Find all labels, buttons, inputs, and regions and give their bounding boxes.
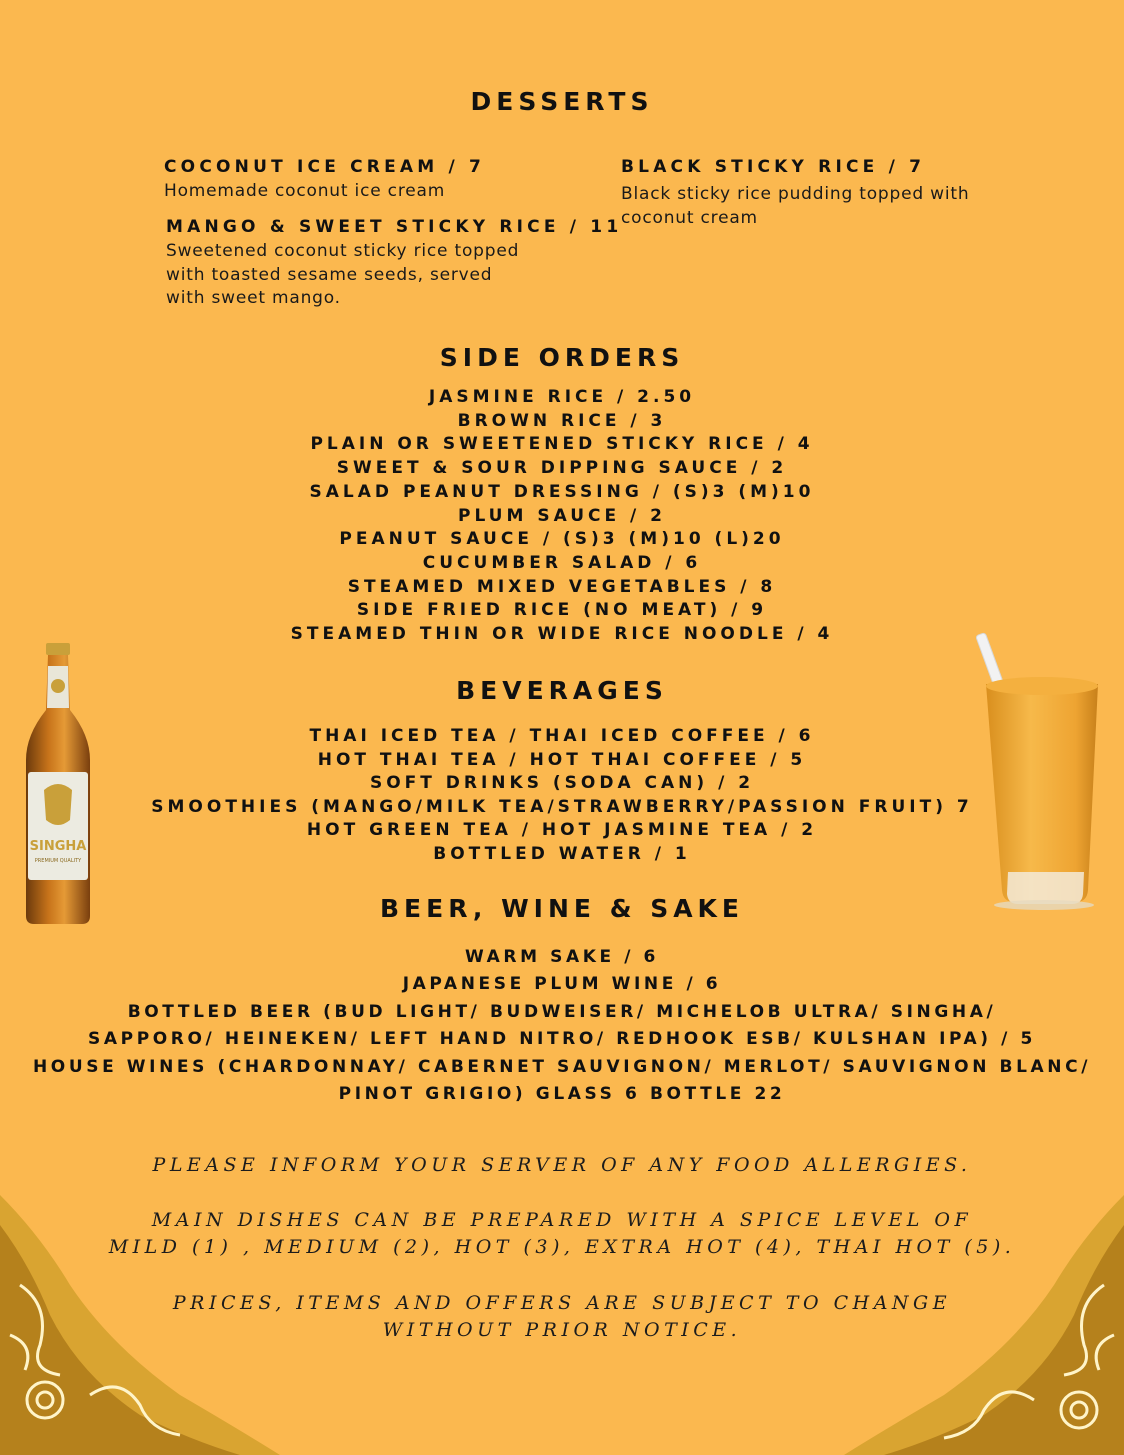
list-item: SAPPORO/ HEINEKEN/ LEFT HAND NITRO/ REDHOOK ESB/ KULSHAN IPA) / 5 bbox=[88, 1029, 1036, 1050]
list-item: PEANUT SAUCE / (S)3 (M)10 (L)20 bbox=[339, 529, 785, 550]
list-item: STEAMED MIXED VEGETABLES / 8 bbox=[347, 576, 777, 597]
side-orders-list bbox=[0, 386, 1124, 647]
dessert-desc-line: coconut cream bbox=[621, 207, 758, 228]
beer-bottle-image bbox=[18, 640, 98, 930]
list-item: SMOOTHIES (MANGO/MILK TEA/STRAWBERRY/PASSION FRUIT) 7 bbox=[151, 796, 973, 817]
dessert-item-title: MANGO & SWEET STICKY RICE / 11 bbox=[166, 217, 623, 237]
list-item: PLUM SAUCE / 2 bbox=[458, 505, 666, 526]
beer-wine-sake-heading: BEER, WINE & SAKE bbox=[379, 894, 745, 923]
list-item: BOTTLED WATER / 1 bbox=[433, 843, 691, 864]
beer-wine-sake-list bbox=[0, 944, 1124, 1108]
gold-ornament-left bbox=[0, 1195, 280, 1455]
list-item: PLAIN OR SWEETENED STICKY RICE / 4 bbox=[310, 434, 814, 455]
notice-line: WITHOUT PRIOR NOTICE. bbox=[382, 1319, 742, 1341]
dessert-item-desc bbox=[164, 180, 445, 204]
bottle-sub-text: PREMIUM QUALITY bbox=[34, 858, 82, 864]
list-item: HOUSE WINES (CHARDONNAY/ CABERNET SAUVIGNON/ MERLOT/ SAUVIGNON BLANC/ bbox=[32, 1056, 1092, 1077]
list-item: BROWN RICE / 3 bbox=[457, 410, 667, 431]
list-item: JAPANESE PLUM WINE / 6 bbox=[402, 974, 722, 995]
list-item: WARM SAKE / 6 bbox=[465, 947, 659, 967]
dessert-item-desc bbox=[621, 183, 969, 230]
dessert-desc-line: Black sticky rice pudding topped with bbox=[621, 184, 970, 204]
notice-line: PLEASE INFORM YOUR SERVER OF ANY FOOD ALLERGIES. bbox=[152, 1154, 972, 1176]
dessert-desc-line: Sweetened coconut sticky rice topped bbox=[166, 241, 520, 261]
list-item: PINOT GRIGIO) GLASS 6 BOTTLE 22 bbox=[338, 1084, 786, 1105]
list-item: SWEET & SOUR DIPPING SAUCE / 2 bbox=[336, 458, 788, 479]
notice-line: PRICES, ITEMS AND OFFERS ARE SUBJECT TO CHANGE bbox=[172, 1292, 952, 1314]
beverages-heading: BEVERAGES bbox=[456, 676, 668, 705]
list-item: CUCUMBER SALAD / 6 bbox=[422, 552, 702, 573]
dessert-desc-line: with toasted sesame seeds, served bbox=[166, 264, 493, 285]
dessert-item-title: COCONUT ICE CREAM / 7 bbox=[164, 157, 486, 177]
list-item: SIDE FRIED RICE (NO MEAT) / 9 bbox=[356, 600, 768, 621]
gold-ornament-right bbox=[844, 1195, 1124, 1455]
desserts-heading: DESSERTS bbox=[470, 87, 654, 116]
glass-drink bbox=[986, 684, 1098, 902]
beverages-list bbox=[0, 725, 1124, 867]
dessert-item-title: BLACK STICKY RICE / 7 bbox=[621, 157, 926, 177]
list-item: STEAMED THIN OR WIDE RICE NOODLE / 4 bbox=[290, 624, 834, 645]
side-orders-heading: SIDE ORDERS bbox=[439, 343, 685, 372]
dessert-item-desc bbox=[166, 240, 519, 311]
bottle-cap bbox=[46, 643, 70, 655]
dessert-desc-line: with sweet mango. bbox=[166, 288, 341, 308]
bottle-brand-text: SINGHA bbox=[29, 839, 87, 854]
list-item: HOT GREEN TEA / HOT JASMINE TEA / 2 bbox=[306, 820, 818, 841]
notice-line: MILD (1) , MEDIUM (2), HOT (3), EXTRA HOT (4), THAI HOT (5). bbox=[108, 1236, 1016, 1258]
dessert-desc-line: Homemade coconut ice cream bbox=[164, 181, 446, 201]
notice-line: MAIN DISHES CAN BE PREPARED WITH A SPICE LEVEL OF bbox=[151, 1209, 973, 1231]
allergy-notice bbox=[0, 1152, 1124, 1179]
list-item: HOT THAI TEA / HOT THAI COFFEE / 5 bbox=[317, 749, 807, 770]
list-item: JASMINE RICE / 2.50 bbox=[428, 387, 696, 407]
list-item: SALAD PEANUT DRESSING / (S)3 (M)10 bbox=[309, 481, 815, 502]
list-item: THAI ICED TEA / THAI ICED COFFEE / 6 bbox=[309, 726, 815, 746]
list-item: BOTTLED BEER (BUD LIGHT/ BUDWEISER/ MICHELOB ULTRA/ SINGHA/ bbox=[127, 1001, 997, 1022]
list-item: SOFT DRINKS (SODA CAN) / 2 bbox=[369, 773, 755, 794]
smoothie-image bbox=[976, 632, 1116, 914]
